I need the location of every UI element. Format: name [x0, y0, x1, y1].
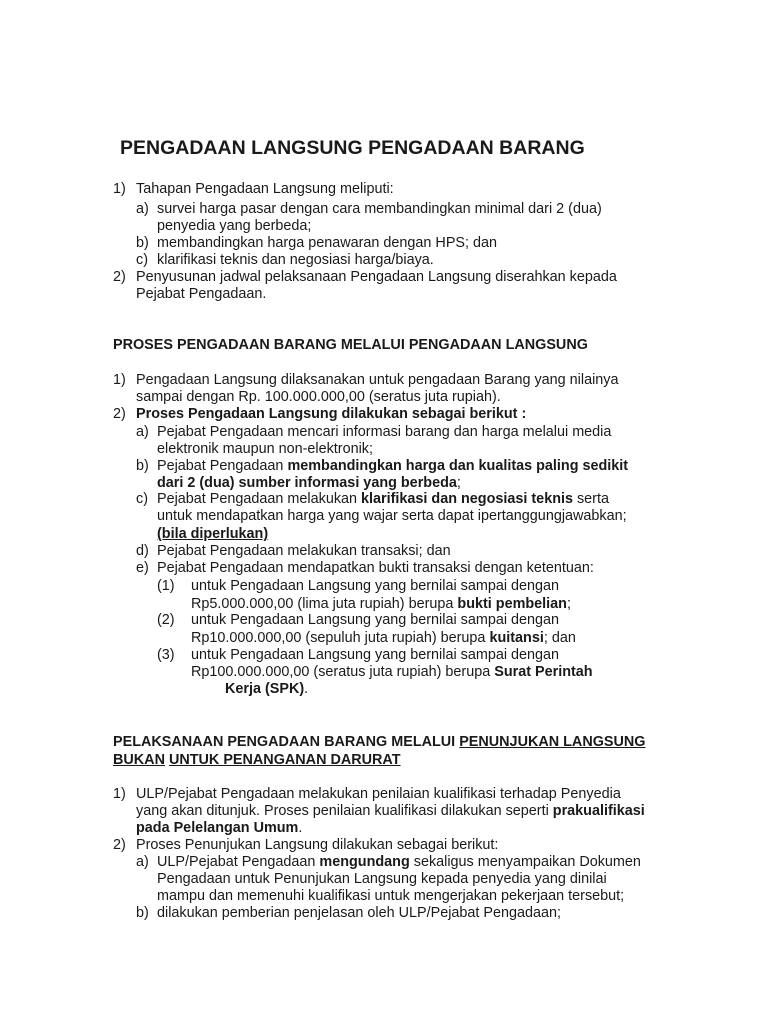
emphasis-text: Kerja (SPK): [225, 681, 305, 697]
list-marker: b): [136, 905, 149, 921]
list-marker: 2): [113, 837, 126, 853]
emphasis-text: PENUNJUKAN LANGSUNG: [459, 734, 646, 750]
text-line: [136, 786, 621, 803]
text-segment: serta: [572, 491, 609, 507]
text-segment: .: [304, 681, 309, 697]
text-line: [191, 664, 593, 681]
text-line: [157, 424, 611, 441]
text-line: [157, 201, 602, 218]
emphasis-text: dari 2 (dua) sumber informasi yang berbeda: [157, 475, 457, 491]
text-line: [157, 871, 607, 888]
text-line: [157, 218, 311, 235]
text-line: [157, 560, 594, 577]
emphasis-text: bukti pembelian: [457, 596, 567, 612]
text-line: [136, 837, 498, 854]
text-segment: ;: [456, 475, 461, 491]
text-segment: Pejabat Pengadaan melakukan: [157, 491, 362, 507]
list-marker: (3): [157, 647, 175, 663]
emphasis-text: prakualifikasi: [552, 803, 645, 819]
text-segment: Pejabat Pengadaan.: [136, 286, 267, 302]
list-marker: a): [136, 424, 149, 440]
list-marker: d): [136, 543, 149, 559]
list-marker: c): [136, 252, 148, 268]
text-line: [225, 681, 308, 698]
text-segment: ULP/Pejabat Pengadaan melakukan penilaian kualifikasi terhadap Penyedia: [136, 786, 621, 802]
text-line: [136, 406, 526, 423]
text-line: [136, 820, 302, 837]
text-segment: untuk Pengadaan Langsung yang bernilai sampai dengan: [191, 578, 560, 594]
text-segment: untuk Pengadaan Langsung yang bernilai sampai dengan: [191, 612, 560, 628]
emphasis-text: mengundang: [319, 854, 410, 870]
text-line: [157, 235, 497, 252]
text-line: [191, 612, 559, 629]
text-line: [157, 854, 641, 871]
text-line: [136, 286, 266, 303]
list-marker: a): [136, 854, 149, 870]
list-marker: b): [136, 458, 149, 474]
list-marker: a): [136, 201, 149, 217]
text-segment: Penyusunan jadwal pelaksanaan Pengadaan Langsung diserahkan kepada: [136, 269, 617, 285]
text-segment: Rp100.000.000,00 (seratus juta rupiah) berupa: [191, 664, 495, 680]
text-segment: sampai dengan Rp. 100.000.000,00 (seratus juta rupiah).: [136, 389, 501, 405]
text-segment: sekaligus menyampaikan Dokumen: [409, 854, 641, 870]
document-title: PENGADAAN LANGSUNG PENGADAAN BARANG: [120, 137, 585, 159]
text-line: [157, 888, 624, 905]
text-segment: yang akan ditunjuk. Proses penilaian kualifikasi dilakukan seperti: [136, 803, 553, 819]
text-line: [113, 734, 645, 751]
text-segment: mampu dan memenuhi kualifikasi untuk mengerjakan pekerjaan tersebut;: [157, 888, 625, 904]
text-segment: ; dan: [543, 630, 576, 646]
text-line: [157, 491, 609, 508]
list-marker: 1): [113, 786, 126, 802]
text-line: [157, 441, 373, 458]
list-marker: 1): [113, 181, 126, 197]
text-segment: Rp5.000.000,00 (lima juta rupiah) berupa: [191, 596, 458, 612]
list-marker: 1): [113, 372, 126, 388]
list-marker: 2): [113, 406, 126, 422]
text-line: [157, 252, 434, 269]
text-segment: penyedia yang berbeda;: [157, 218, 312, 234]
text-segment: membandingkan harga penawaran dengan HPS; dan: [157, 235, 498, 251]
text-segment: Rp10.000.000,00 (sepuluh juta rupiah) berupa: [191, 630, 490, 646]
list-marker: e): [136, 560, 149, 576]
text-line: [113, 337, 588, 354]
text-segment: klarifikasi teknis dan negosiasi harga/biaya.: [157, 252, 434, 268]
list-marker: b): [136, 235, 149, 251]
emphasis-text: Proses Pengadaan Langsung dilakukan sebagai berikut :: [136, 406, 527, 422]
emphasis-text: membandingkan harga dan kualitas paling sedikit: [287, 458, 629, 474]
text-segment: survei harga pasar dengan cara membandingkan minimal dari 2 (dua): [157, 201, 602, 217]
emphasis-text: (bila diperlukan): [157, 526, 269, 542]
list-marker: (1): [157, 578, 175, 594]
text-line: [191, 647, 559, 664]
text-segment: dilakukan pemberian penjelasan oleh ULP/Pejabat Pengadaan;: [157, 905, 562, 921]
text-segment: Pejabat Pengadaan: [157, 458, 288, 474]
emphasis-text: BUKAN: [113, 752, 165, 768]
text-line: [157, 508, 627, 525]
text-line: [136, 389, 501, 406]
text-segment: Proses Penunjukan Langsung dilakukan sebagai berikut:: [136, 837, 499, 853]
text-segment: untuk mendapatkan harga yang wajar serta dapat ipertanggungjawabkan;: [157, 508, 627, 524]
text-line: [191, 596, 571, 613]
emphasis-text: kuitansi: [489, 630, 544, 646]
text-segment: Tahapan Pengadaan Langsung meliputi:: [136, 181, 394, 197]
emphasis-text: PELAKSANAAN PENGADAAN BARANG MELALUI: [113, 734, 460, 750]
text-segment: Pejabat Pengadaan mendapatkan bukti transaksi dengan ketentuan:: [157, 560, 594, 576]
text-line: [136, 803, 645, 820]
text-segment: Pengadaan Langsung dilaksanakan untuk pengadaan Barang yang nilainya: [136, 372, 619, 388]
text-segment: ULP/Pejabat Pengadaan: [157, 854, 320, 870]
list-marker: (2): [157, 612, 175, 628]
text-segment: Pengadaan untuk Penunjukan Langsung kepada penyedia yang dinilai: [157, 871, 607, 887]
emphasis-text: UNTUK PENANGANAN DARURAT: [168, 752, 401, 768]
text-segment: ;: [566, 596, 571, 612]
text-segment: elektronik maupun non-elektronik;: [157, 441, 373, 457]
text-line: [157, 526, 268, 543]
text-line: [191, 630, 576, 647]
emphasis-text: klarifikasi dan negosiasi teknis: [361, 491, 573, 507]
text-line: [157, 458, 628, 475]
text-segment: Pejabat Pengadaan melakukan transaksi; dan: [157, 543, 451, 559]
list-marker: c): [136, 491, 148, 507]
text-segment: untuk Pengadaan Langsung yang bernilai sampai dengan: [191, 647, 560, 663]
emphasis-text: PROSES PENGADAAN BARANG MELALUI PENGADAAN LANGSUNG: [113, 337, 588, 353]
text-line: [157, 905, 561, 922]
text-line: [157, 475, 461, 492]
emphasis-text: pada Pelelangan Umum: [136, 820, 299, 836]
text-line: [191, 578, 559, 595]
text-line: [113, 752, 401, 769]
text-line: [136, 372, 618, 389]
text-segment: .: [298, 820, 303, 836]
text-line: [157, 543, 451, 560]
text-line: [136, 181, 394, 198]
emphasis-text: Surat Perintah: [494, 664, 593, 680]
text-line: [136, 269, 617, 286]
list-marker: 2): [113, 269, 126, 285]
text-segment: Pejabat Pengadaan mencari informasi barang dan harga melalui media: [157, 424, 612, 440]
